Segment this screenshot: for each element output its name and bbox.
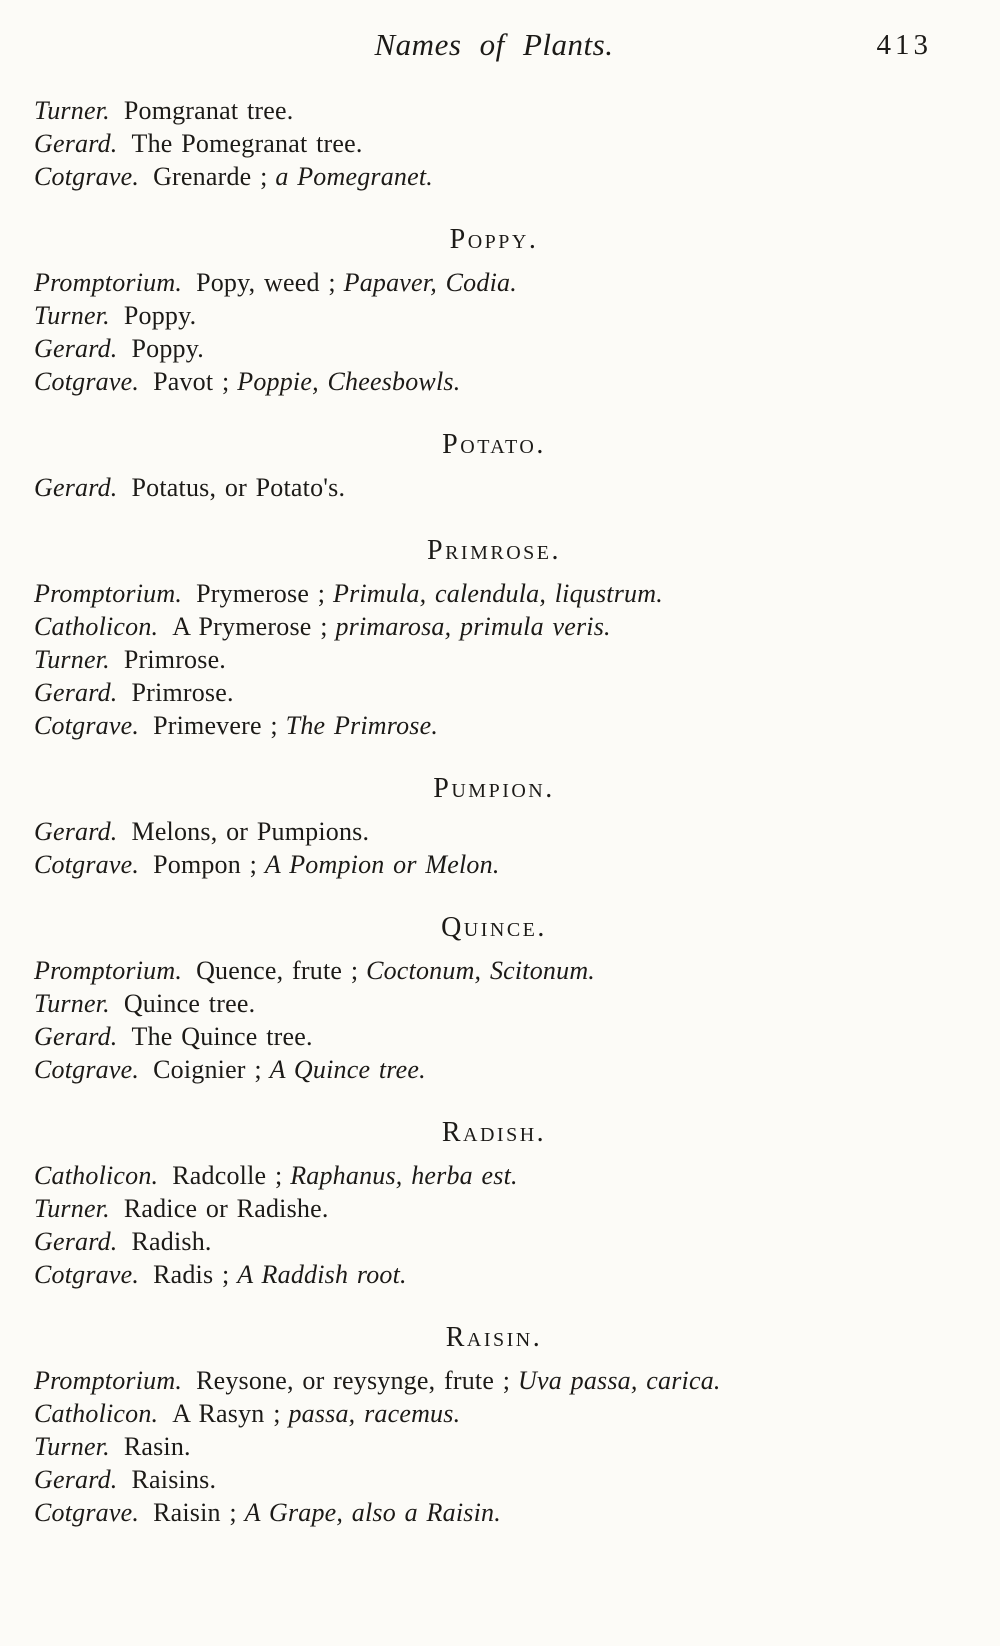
entry-latin-text: A Pompion or Melon. bbox=[264, 850, 500, 879]
source-name: Catholicon. bbox=[34, 1399, 159, 1428]
entry-text: Primrose. bbox=[123, 645, 227, 674]
source-name: Turner. bbox=[34, 989, 110, 1018]
entry-text: A Rasyn ; bbox=[172, 1399, 281, 1428]
section-heading: Potato. bbox=[442, 429, 546, 460]
source-name: Cotgrave. bbox=[34, 1260, 140, 1289]
source-name: Catholicon. bbox=[34, 612, 159, 641]
section-heading: Poppy. bbox=[449, 224, 539, 255]
entry-text: Radis ; bbox=[153, 1260, 230, 1289]
entry-line bbox=[34, 127, 954, 160]
source-name: Gerard. bbox=[34, 473, 118, 502]
entry-latin-text: a Pomegranet. bbox=[275, 162, 433, 191]
entry-line bbox=[34, 266, 954, 299]
entry-text: Popy, weed ; bbox=[196, 268, 336, 297]
source-name: Gerard. bbox=[34, 1227, 118, 1256]
entry-text: Poppy. bbox=[123, 301, 197, 330]
source-name: Turner. bbox=[34, 301, 110, 330]
entry-text: A Prymerose ; bbox=[172, 612, 328, 641]
entry-latin-text: primarosa, primula veris. bbox=[335, 612, 611, 641]
entry-line bbox=[34, 1258, 954, 1291]
source-name: Cotgrave. bbox=[34, 711, 140, 740]
entry-latin-text: Uva passa, carica. bbox=[518, 1366, 721, 1395]
plant-section bbox=[34, 428, 954, 504]
entry-line bbox=[34, 987, 954, 1020]
source-name: Gerard. bbox=[34, 678, 118, 707]
plant-section bbox=[34, 94, 954, 193]
page-header bbox=[34, 22, 954, 68]
source-name: Turner. bbox=[34, 645, 110, 674]
entry-line bbox=[34, 94, 954, 127]
section-heading: Radish. bbox=[441, 1117, 547, 1148]
entry-line bbox=[34, 1364, 954, 1397]
entry-text: Quince tree. bbox=[123, 989, 256, 1018]
entry-text: Grenarde ; bbox=[153, 162, 268, 191]
entry-line bbox=[34, 643, 954, 676]
source-name: Turner. bbox=[34, 96, 110, 125]
entry-line bbox=[34, 577, 954, 610]
entry-line bbox=[34, 1192, 954, 1225]
plant-section bbox=[34, 223, 954, 398]
entry-text: Poppy. bbox=[131, 334, 204, 363]
entry-line bbox=[34, 954, 954, 987]
entry-line bbox=[34, 160, 954, 193]
source-name: Gerard. bbox=[34, 817, 118, 846]
entry-line bbox=[34, 1159, 954, 1192]
entry-text: Melons, or Pumpions. bbox=[131, 817, 370, 846]
source-name: Gerard. bbox=[34, 334, 118, 363]
entry-latin-text: Papaver, Codia. bbox=[343, 268, 517, 297]
entry-line bbox=[34, 332, 954, 365]
entry-line bbox=[34, 815, 954, 848]
source-name: Promptorium. bbox=[34, 268, 183, 297]
entry-line bbox=[34, 299, 954, 332]
source-name: Promptorium. bbox=[34, 956, 183, 985]
entry-text: Pavot ; bbox=[153, 367, 230, 396]
entry-text: Reysone, or reysynge, frute ; bbox=[196, 1366, 511, 1395]
entry-text: Pompon ; bbox=[153, 850, 258, 879]
entry-line bbox=[34, 709, 954, 742]
entry-text: The Pomegranat tree. bbox=[131, 129, 363, 158]
entry-latin-text: Poppie, Cheesbowls. bbox=[237, 367, 461, 396]
entry-text: Potatus, or Potato's. bbox=[131, 473, 346, 502]
source-name: Promptorium. bbox=[34, 1366, 183, 1395]
source-name: Turner. bbox=[34, 1432, 110, 1461]
section-heading: Raisin. bbox=[445, 1322, 543, 1353]
source-name: Cotgrave. bbox=[34, 367, 140, 396]
entry-text: Rasin. bbox=[123, 1432, 191, 1461]
sections bbox=[34, 94, 954, 1529]
entry-latin-text: A Quince tree. bbox=[269, 1055, 426, 1084]
entry-line bbox=[34, 1053, 954, 1086]
entry-text: Radcolle ; bbox=[172, 1161, 283, 1190]
entry-line bbox=[34, 1496, 954, 1529]
entry-text: Prymerose ; bbox=[196, 579, 326, 608]
section-heading: Pumpion. bbox=[433, 773, 555, 804]
plant-section bbox=[34, 1321, 954, 1529]
entry-text: Quence, frute ; bbox=[196, 956, 359, 985]
entry-line bbox=[34, 471, 954, 504]
source-name: Cotgrave. bbox=[34, 850, 140, 879]
entry-text: Primrose. bbox=[131, 678, 234, 707]
entry-line bbox=[34, 1225, 954, 1258]
plant-section bbox=[34, 534, 954, 742]
entry-text: Primevere ; bbox=[153, 711, 278, 740]
entry-line bbox=[34, 676, 954, 709]
entry-latin-text: passa, racemus. bbox=[288, 1399, 461, 1428]
plant-section bbox=[34, 911, 954, 1086]
source-name: Cotgrave. bbox=[34, 1055, 140, 1084]
entry-latin-text: The Primrose. bbox=[285, 711, 439, 740]
plant-section bbox=[34, 772, 954, 881]
plant-section bbox=[34, 1116, 954, 1291]
entry-text: Raisins. bbox=[131, 1465, 217, 1494]
entry-line bbox=[34, 1020, 954, 1053]
section-heading: Quince. bbox=[441, 912, 547, 943]
entry-line bbox=[34, 365, 954, 398]
entry-text: Raisin ; bbox=[153, 1498, 237, 1527]
entry-text: Coignier ; bbox=[153, 1055, 262, 1084]
entry-line bbox=[34, 1463, 954, 1496]
entry-text: Radice or Radishe. bbox=[123, 1194, 329, 1223]
running-title: Names of Plants. bbox=[374, 27, 614, 62]
section-heading: Primrose. bbox=[427, 535, 561, 566]
entry-latin-text: A Grape, also a Raisin. bbox=[244, 1498, 501, 1527]
source-name: Cotgrave. bbox=[34, 1498, 140, 1527]
entry-latin-text: Raphanus, herba est. bbox=[290, 1161, 518, 1190]
entry-text: The Quince tree. bbox=[131, 1022, 313, 1051]
entry-text: Radish. bbox=[131, 1227, 212, 1256]
source-name: Promptorium. bbox=[34, 579, 183, 608]
entry-latin-text: Coctonum, Scitonum. bbox=[366, 956, 596, 985]
source-name: Catholicon. bbox=[34, 1161, 159, 1190]
entry-line bbox=[34, 848, 954, 881]
entry-latin-text: A Raddish root. bbox=[237, 1260, 407, 1289]
entry-latin-text: Primula, calendula, liqustrum. bbox=[332, 579, 663, 608]
source-name: Turner. bbox=[34, 1194, 110, 1223]
entry-line bbox=[34, 1397, 954, 1430]
source-name: Cotgrave. bbox=[34, 162, 140, 191]
source-name: Gerard. bbox=[34, 1022, 118, 1051]
source-name: Gerard. bbox=[34, 1465, 118, 1494]
entry-line bbox=[34, 1430, 954, 1463]
entry-text: Pomgranat tree. bbox=[123, 96, 294, 125]
entry-line bbox=[34, 610, 954, 643]
page-number: 413 bbox=[876, 29, 932, 61]
source-name: Gerard. bbox=[34, 129, 118, 158]
